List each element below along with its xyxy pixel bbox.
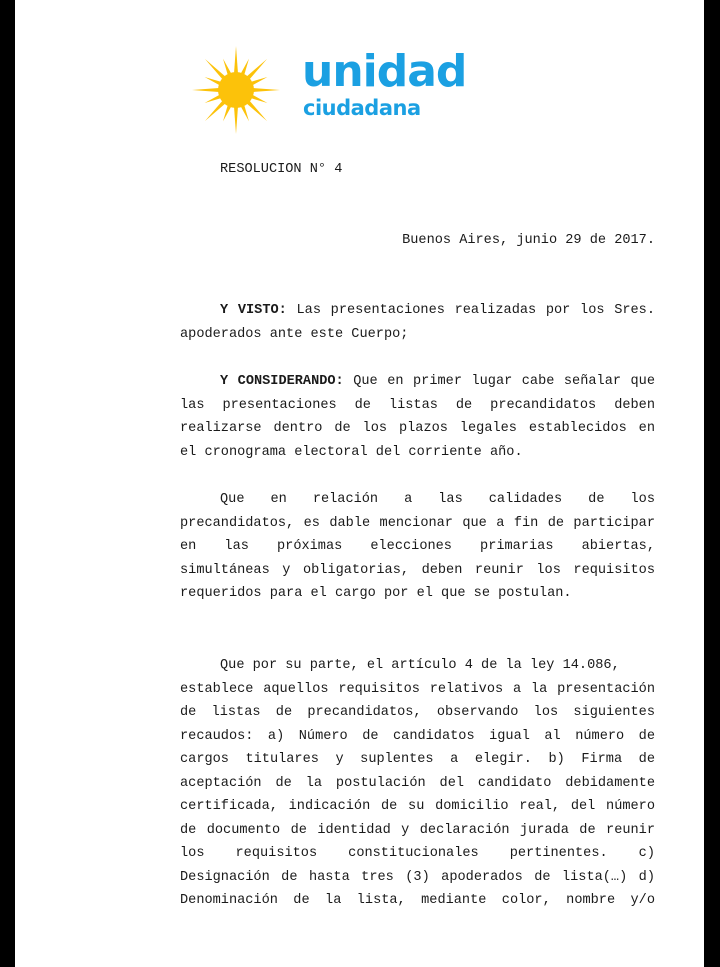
paragraph3-line-10: Designación de hasta tres (3) apoderados de lista(…) d) — [180, 870, 655, 885]
paragraph2-line-2: precandidatos, es dable mencionar que a fin de participar — [180, 516, 655, 531]
paragraph2-line-4: simultáneas y obligatorias, deben reunir los requisitos — [180, 563, 655, 578]
paragraph3-line-2: establece aquellos requisitos relativos a la presentación — [180, 682, 655, 697]
visto-line-2: apoderados ante este Cuerpo; — [180, 327, 409, 342]
paragraph3-line-4: recaudos: a) Número de candidatos igual al número de — [180, 729, 655, 744]
paragraph3-line-9: los requisitos constitucionales pertinentes. c) — [180, 846, 655, 861]
paragraph2-line-3: en las próximas elecciones primarias abiertas, — [180, 539, 655, 554]
considerando-line-3: realizarse dentro de los plazos legales establecidos en — [180, 421, 655, 436]
paragraph2-line-5: requeridos para el cargo por el que se postulan. — [180, 586, 572, 601]
visto-text-1: Las presentaciones realizadas por los Sres. — [296, 303, 655, 318]
resolution-heading: RESOLUCION N° 4 — [220, 162, 343, 177]
paragraph3-line-11: Denominación de la lista, mediante color, nombre y/o — [180, 893, 655, 908]
paragraph3-line-5: cargos titulares y suplentes a elegir. b) Firma de — [180, 752, 655, 767]
paragraph3-line-8: de documento de identidad y declaración jurada de reunir — [180, 823, 655, 838]
document-page — [15, 0, 704, 967]
considerando-line-4: el cronograma electoral del corriente año. — [180, 445, 523, 460]
paragraph2-line-1: Que en relación a las calidades de los — [220, 492, 655, 507]
visto-line-1 — [220, 299, 655, 323]
paragraph3-line-7: certificada, indicación de su domicilio real, del número — [180, 799, 655, 814]
logo-word-ciudadana: ciudadana — [303, 96, 421, 120]
considerando-text-1: Que en primer lugar cabe señalar que — [353, 374, 655, 389]
paragraph3-line-1: Que por su parte, el artículo 4 de la ley 14.086, — [220, 658, 620, 673]
document-date: Buenos Aires, junio 29 de 2017. — [402, 233, 655, 248]
considerando-label: Y CONSIDERANDO: — [220, 374, 344, 389]
paragraph3-line-6: aceptación de la postulación del candidato debidamente — [180, 776, 655, 791]
logo-word-unidad: unidad — [302, 46, 467, 97]
visto-label: Y VISTO: — [220, 303, 287, 318]
considerando-line-2: las presentaciones de listas de precandidatos deben — [180, 398, 655, 413]
considerando-line-1 — [220, 370, 655, 394]
paragraph3-line-3: de listas de precandidatos, observando los siguientes — [180, 705, 655, 720]
